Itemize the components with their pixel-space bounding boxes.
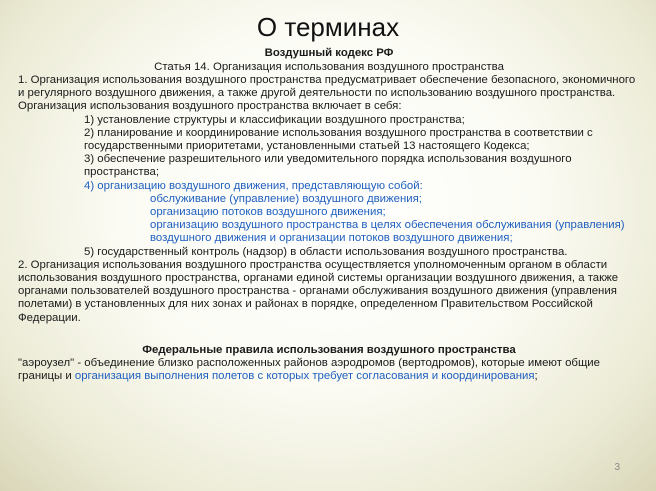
list-item-2: 2) планирование и координирование использования воздушного пространства в соответствии с государственными приоритетами, установленными статьей 13 настоящего Кодекса; <box>84 126 593 153</box>
list-item-4c-text: организацию воздушного пространства в целях обеспечения обслуживания (управления) воздушного движения и организации потоков воздушного движения; <box>150 219 625 245</box>
spacer <box>18 325 640 343</box>
heading-federal-rules: Федеральные правила использования воздушного пространства <box>142 343 516 356</box>
list-item-4c <box>18 219 640 245</box>
paragraph-2: 2. Организация использования воздушного пространства осуществляется уполномоченным органом в области использования воздушного пространства, органами единой системы организации воздушного движения, а также органами пользователей воздушного пространства - органами обслуживания воздушного движения (управления полетами) в установленных для них зонах и районах в порядке, определенном Правительством Российской Федерации. <box>18 258 619 324</box>
list-item-5: 5) государственный контроль (надзор) в области использования воздушного пространства. <box>84 245 568 258</box>
list-item-1: 1) установление структуры и классификации воздушного пространства; <box>84 113 465 126</box>
slide-content <box>18 46 640 383</box>
slide-title: О терминах <box>256 12 400 42</box>
list-item-4: 4) организацию воздушного движения, представляющую собой: <box>84 179 423 192</box>
page-number: 3 <box>614 462 620 473</box>
heading-air-code: Воздушный кодекс РФ <box>264 47 394 59</box>
list-item-3: 3) обеспечение разрешительного или уведомительного порядка использования воздушного пространства; <box>84 153 572 179</box>
definition-aerouzel <box>18 357 640 383</box>
subheading-article-14: Статья 14. Организация использования воздушного пространства <box>154 61 504 73</box>
list-item-4a: обслуживание (управление) воздушного движения; <box>150 192 422 205</box>
definition-highlight: организация выполнения полетов с которых требует согласования и координирования <box>74 370 535 383</box>
definition-text: "аэроузел" - объединение близко расположенных районов аэродромов (вертодромов), которые имеют общие границы и <box>18 356 601 383</box>
list-item-4b: организацию потоков воздушного движения; <box>150 206 386 219</box>
paragraph-1: 1. Организация использования воздушного пространства предусматривает обеспечение безопасного, экономичного и регулярного воздушного движения, а также другой деятельности по использованию воздушного пространства. Организация использования воздушного пространства включает в себя: <box>18 74 636 113</box>
definition-end: ; <box>534 370 538 383</box>
